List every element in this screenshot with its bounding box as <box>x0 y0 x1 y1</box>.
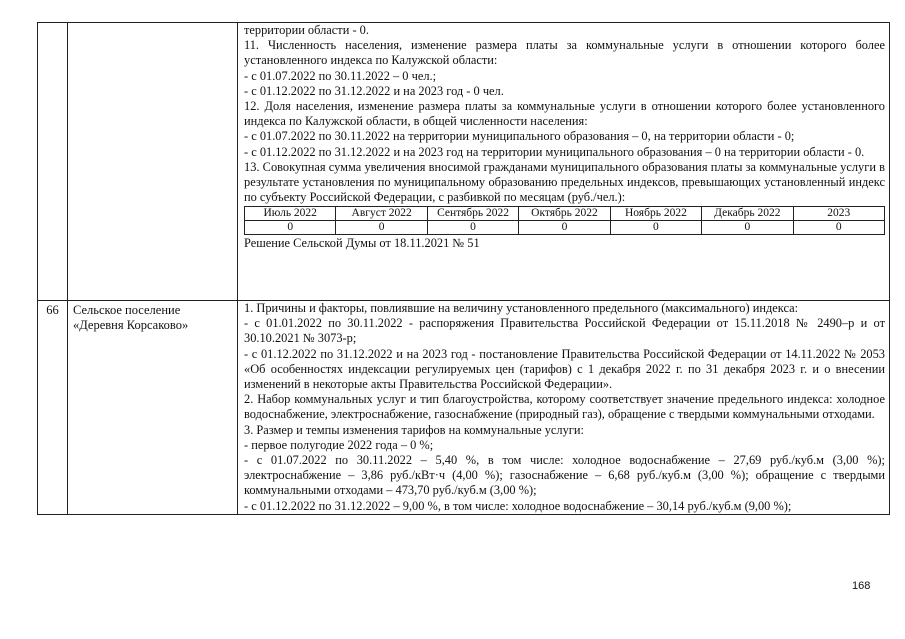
decision-reference: Решение Сельской Думы от 18.11.2021 № 51 <box>244 236 480 251</box>
text-line: - первое полугодие 2022 года – 0 %; <box>244 437 434 452</box>
text-line: территории области - 0. <box>244 23 369 37</box>
row-number-cell <box>38 23 68 301</box>
text-line: - с 01.12.2022 по 31.12.2022 и на 2023 год - постановление Правительства Российской Федерации от 14.11.2022 № 2053 «Об особенностях индексации регулируемых цен (тарифов) с 1 декабря 2022 г. по 31 декабря 2023 г. и о внесении изменений в некоторые акты Правительства Российской Федерации». <box>244 346 885 392</box>
month-value: 0 <box>336 221 427 235</box>
month-value: 0 <box>793 221 884 235</box>
month-header: Октябрь 2022 <box>519 207 610 221</box>
text-line: 1. Причины и факторы, повлиявшие на величину установленного предельного (максимального) индекса: <box>244 301 799 315</box>
month-value: 0 <box>610 221 701 235</box>
month-header: Сентябрь 2022 <box>427 207 518 221</box>
text-line: - с 01.01.2022 по 30.11.2022 - распоряжения Правительства Российской Федерации от 15.11.2018 № 2490–р и от 30.10.2021 № 3073-р; <box>244 316 885 346</box>
text-line: 2. Набор коммунальных услуг и тип благоустройства, которому соответствует значение предельного индекса: холодное водоснабжение, электроснабжение, газоснабжение (природный газ), обращение с твердыми коммунальными отходами. <box>244 392 885 422</box>
month-value: 0 <box>245 221 336 235</box>
indices-table <box>37 22 890 515</box>
text-line: 12. Доля населения, изменение размера платы за коммунальные услуги в отношении которого более установленного индекса по Калужской области, в общей численности населения: <box>244 99 885 129</box>
text-line: 13. Совокупная сумма увеличения вносимой гражданами муниципального образования платы за коммунальные услуги в результате установления по муниципальному образованию предельных индексов, превышающих установленный индекс по субъекту Российской Федерации, с разбивкой по месяцам (руб./чел.): <box>244 159 885 205</box>
table-row <box>38 23 890 301</box>
month-header: Ноябрь 2022 <box>610 207 701 221</box>
row-description-cell <box>238 301 890 515</box>
text-line: - с 01.12.2022 по 31.12.2022 и на 2023 год на территории муниципального образования – 0 на территории области - 0. <box>244 144 865 159</box>
month-value: 0 <box>427 221 518 235</box>
month-header: Август 2022 <box>336 207 427 221</box>
row-name-cell <box>68 23 238 301</box>
month-value: 0 <box>702 221 793 235</box>
months-value-row <box>245 221 885 235</box>
month-header: Июль 2022 <box>245 207 336 221</box>
settlement-name: Сельское поселение «Деревня Корсаково» <box>68 301 238 515</box>
row-number: 66 <box>38 301 68 515</box>
text-line: - с 01.12.2022 по 31.12.2022 – 9,00 %, в том числе: холодное водоснабжение – 30,14 руб./куб.м (9,00 %); <box>244 498 792 513</box>
text-line: - с 01.07.2022 по 30.11.2022 – 5,40 %, в том числе: холодное водоснабжение – 27,69 руб./куб.м (3,00 %); электроснабжение – 3,86 руб./кВт·ч (4,00 %); газоснабжение – 6,68 руб./куб.м (3,00 %); обращение с твердыми коммунальными отходами – 473,70 руб./куб.м (3,00 %); <box>244 453 885 498</box>
text-line: 11. Численность населения, изменение размера платы за коммунальные услуги в отношении которого более установленного индекса по Калужской области: <box>244 38 885 68</box>
page-number: 168 <box>852 580 871 592</box>
months-header-row <box>245 207 885 221</box>
table-row <box>38 301 890 515</box>
monthly-sum-table <box>244 206 885 235</box>
row-description-cell <box>238 23 890 301</box>
text-line: - с 01.07.2022 по 30.11.2022 – 0 чел.; <box>244 68 437 83</box>
month-value: 0 <box>519 221 610 235</box>
text-line: - с 01.07.2022 по 30.11.2022 на территории муниципального образования – 0, на территории области - 0; <box>244 129 795 144</box>
text-line: - с 01.12.2022 по 31.12.2022 и на 2023 год - 0 чел. <box>244 83 504 98</box>
text-line: 3. Размер и темпы изменения тарифов на коммунальные услуги: <box>244 422 584 437</box>
month-header: 2023 <box>793 207 884 221</box>
month-header: Декабрь 2022 <box>702 207 793 221</box>
